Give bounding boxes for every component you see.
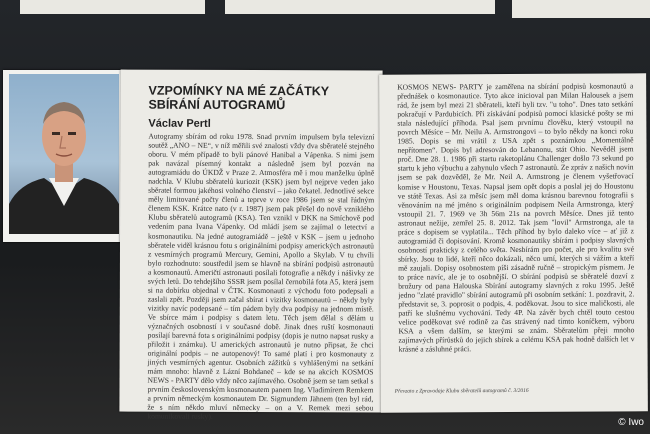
author-photo-frame xyxy=(3,70,123,242)
author-photo xyxy=(9,74,119,234)
article-title: VZPOMÍNKY NA MÉ ZAČÁTKY SBÍRÁNÍ AUTOGRAMŮ xyxy=(148,83,329,113)
article-text-column-1: Autogramy sbírám od roku 1978. Snad prvním impulsem byla televizní soutěž „ANO – NE“, v níž měřili své znalosti vždy dva sběratelé stejného oboru. V mém případě to byli pánové Hanibal a Vápenka. S nimi jsem pak navázal písemný kontakt a následně jsem byl pozván na autogramiádu do ÚKDŽ v Praze 2. Atmosféra mě i mou manželku úplně nadchla. V Klubu sběratelů kuriozit (KSK) jsem byl nejprve veden jako sběratel formou jakéhosi volného členství – jako čekatel. Jednotlivé sekce měly limitované počty členů a teprve v roce 1986 jsem se stal řádným členem KSK. Krátce nato (v r. 1987) jsem pak přešel do nově vzniklého Klubu sběratelů autogramů (KSA). Ten vznikl v DKK na Smíchově pod vedením pana Ivana Vápenky. Od mládí jsem se zajímal o letectví a kosmonautiku. Na jedné autogramiádě – ještě v KSK – jsem u jednoho sběratele viděl krásnou fotu s originálními podpisy amerických astronautů z vesmírných programů Mercury, Gemini, Apollo a Skylab. V tu chvíli bylo rozhodnuto: soustředil jsem se hlavně na sbírání podpisů astronautů a kosmonautů. Američtí astronauti posílali fotografie a někdy i nášivky ze svých letů. Do tehdejšího SSSR jsem posílal černobílá fota A5, která jsem si na dobírku objednal v ČTK. Kosmonauti z východu foto podepsali a zaslali zpět. Později jsem začal sbírat i vizitky kosmonautů – někdy byly vizitky navíc podepsané – tím pádem byly dva podpisy na jednom místě. Ve sbírce mám i podpisy s datem letu. Těch jsem dělal s dělám u význačných osobností i v současné době. Jinak dnes ruští kosmonauti posílají barevná fota s originálními podpisy (dopis je nutno napsat rusky a přiložit i známku). U amerických astronautů je nutno připsat, že chci originální podpis – ne autopenový! To samé platí i pro kosmonauty z jiných vesmírných agentur. Osobních zážitků s vyhlášenými na setkání mám mnoho: hlavně z Lázní Bohdaneč – kde se na akcích KOSMOS NEWS - PARTY dělo vždy něco zajímavého. Osobně jsem se tam setkal s prvním československým kosmonautem panem Ing. Vladimírem Remkem a prvním německým kosmonautem Dr. Sigmundem Jähnem (ten byl rád, že s ním někdo mluví německy – on a V. Remek mezi sebou komunikovali rusky). xyxy=(147,131,375,422)
photo-credit: © Iwo xyxy=(618,417,644,428)
top-paper-strip xyxy=(225,0,495,14)
article-panel-right xyxy=(379,73,648,412)
article-panel-left xyxy=(119,70,382,422)
top-paper-strip xyxy=(20,0,205,14)
top-paper-strip xyxy=(512,0,650,18)
article-source-note: Převzato z Zpravodaje Klubu sběratelů autogramů č. 3/2016 xyxy=(394,387,529,395)
article-text-column-2: KOSMOS NEWS- PARTY je zaměřena na sbírání podpisů kosmonautů a přednášek o kosmonautice. Tyto akce inicioval pan Milan Halousek a jsem rád, že jsem byl mezi 21 sběrateli, kteří byli tzv. "u toho". Dnes tato setkání pokračují v Pardubicích. Při získávání podpisů pomocí klasické pošty se mi stala následující příhoda. Psal jsem prvnímu člověku, který vstoupil na povrch Měsíce – Mr. Neilu A. Armstrongovi – to bylo někdy na konci roku 1985. Dopis se mi vrátil z USA zpět s poznámkou „Momentálně nepřítomen“. Dopis byl adresován do Lebanonu, stát Ohio. Nevěděl jsem proč. Dne 28. 1. 1986 při startu raketoplánu Challenger došlo 73 sekund po startu k jeho výbuchu a zahynulo všech 7 astronautů. Ze zpráv z našich novin jsem se pak dozvěděl, že Mr. Neil A. Armstrong je členem vyšetřovací komise v Houstonu, Texas. Napsal jsem opět dopis a poslal jej do Houstonu ve státě Texas. Asi za měsíc jsem měl doma krásnou barevnou fotografii s věnováním na mé jméno s originálním podpisem Neila Armstronga, který vstoupil 21. 7. 1969 ve 3h 56m 21s na povrch Měsíce. Dnes již tento astronaut nežije, zemřel 25. 8. 2012. Tak jsem "lovil" Armstronga, ale ta práce s dopisem se vyplatila... Těch příhod by bylo daleko více – ať již z autogramiád či dopisování. Kromě kosmonautiky sbírám i podpisy slavných osobností prakticky z celého světa. Nesbírám pro počet, ale pro kvalitu své sbírky. Jsou to lidé, kteří něco dokázali, něco umí, kterých si vážím a kteří mě zaujali. Dopisy osobnostem píši zásadně ručně – stropickým písmem. Je to práce navíc, ale je to osobnější. O sbírání podpisů se sběratelé dozví z brožury od pana Halouska Sbírání autogramy slavných z roku 1995. Ještě jedno "zlaté pravidlo" sbírání autogramů při osobním setkání: 1. pozdravit, 2. představit se, 3. poprosit o podpis, 4. poděkovat. Jsou to sice maličkosti, ale patří ke slušnému vychování. Tedy 4P. Na závěr bych chtěl touto cestou velice poděkovat své rodině za čas strávený nad tímto koníčkem, výboru KSA a všem dalším, se kterými se znám. Sběratelům přeji mnoho zajímavých přírůstků do jejich sbírek a celému KSA pak hodně dalších let v krásné a zásluhné práci. xyxy=(397,81,635,354)
article-author: Václav Pertl xyxy=(148,117,211,130)
portrait-image xyxy=(9,74,119,234)
